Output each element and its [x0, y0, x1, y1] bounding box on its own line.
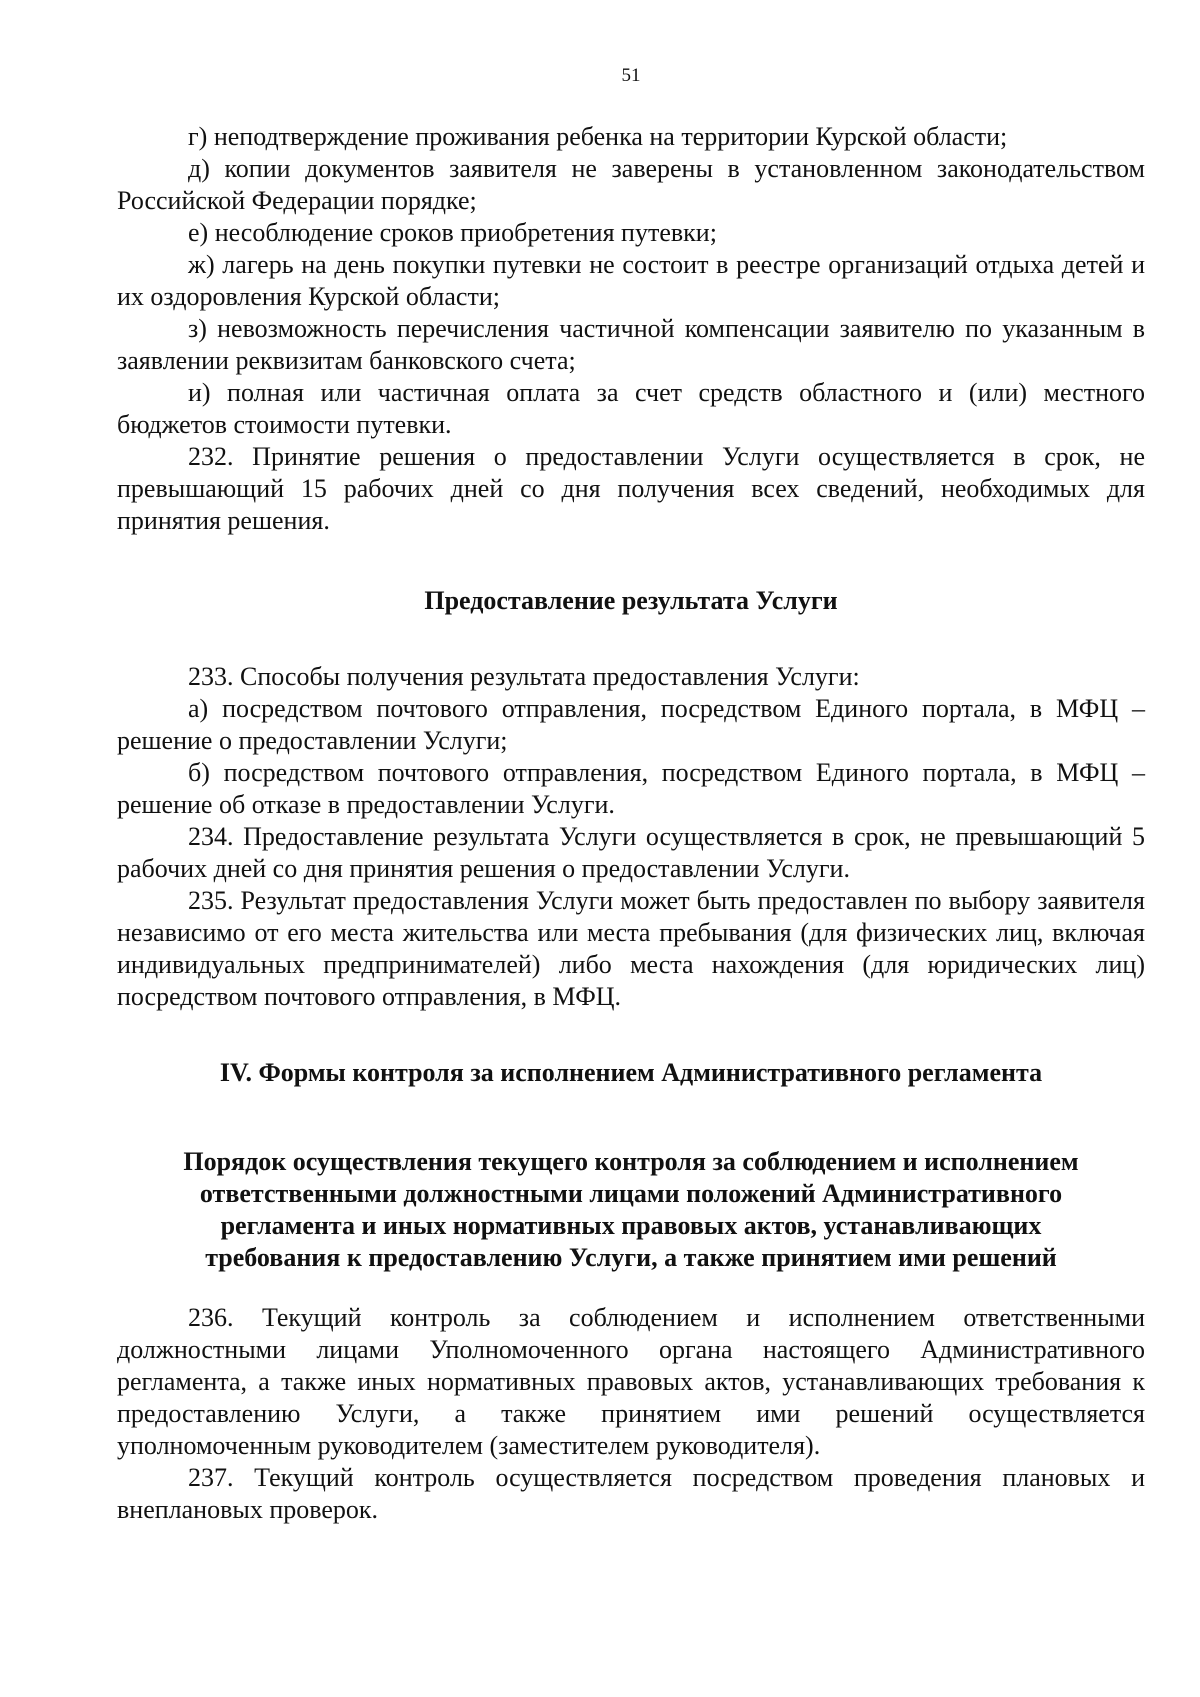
heading-section-iv: IV. Формы контроля за исполнением Административного регламента — [219, 1058, 1043, 1087]
clause-234: 234. Предоставление результата Услуги осуществляется в срок, не превышающий 5 рабочих дней со дня принятия решения о предоставлении Услуги. — [117, 822, 1145, 883]
list-item-i: и) полная или частичная оплата за счет средств областного и (или) местного бюджетов стоимости путевки. — [117, 378, 1145, 439]
list-item-g: г) неподтверждение проживания ребенка на территории Курской области; — [188, 122, 1008, 151]
list-item-d: д) копии документов заявителя не заверены в установленном законодательством Российской Федерации порядке; — [117, 154, 1145, 215]
heading-control-line: Порядок осуществления текущего контроля за соблюдением и исполнением — [183, 1147, 1079, 1176]
clause-235: 235. Результат предоставления Услуги может быть предоставлен по выбору заявителя независимо от его места жительства или места пребывания (для физических лиц, включая индивидуальных предпринимателей) либо места нахождения (для юридических лиц) посредством почтового отправления, в МФЦ. — [117, 886, 1145, 1011]
clause-237: 237. Текущий контроль осуществляется посредством проведения плановых и внеплановых проверок. — [117, 1463, 1145, 1524]
list-item-z: з) невозможность перечисления частичной компенсации заявителю по указанным в заявлении реквизитам банковского счета; — [117, 314, 1145, 375]
document-page — [117, 65, 1145, 1526]
heading-control-line: регламента и иных нормативных правовых актов, устанавливающих — [220, 1211, 1042, 1240]
list-item-e: е) несоблюдение сроков приобретения путевки; — [188, 218, 717, 247]
heading-control — [117, 1146, 1145, 1274]
list-item-b: б) посредством почтового отправления, посредством Единого портала, в МФЦ – решение об отказе в предоставлении Услуги. — [117, 758, 1145, 819]
heading-control-line: требования к предоставлению Услуги, а также принятием ими решений — [205, 1243, 1057, 1272]
list-item-zh: ж) лагерь на день покупки путевки не состоит в реестре организаций отдыха детей и их оздоровления Курской области; — [117, 250, 1145, 311]
page-number: 51 — [621, 65, 641, 86]
heading-control-line: ответственными должностными лицами положений Административного — [199, 1179, 1063, 1208]
clause-236: 236. Текущий контроль за соблюдением и исполнением ответственными должностными лицами Уполномоченного органа настоящего Административного регламента, а также иных нормативных правовых актов, устанавливающих требования к предоставлению Услуги, а также принятием ими решений осуществляется уполномоченным руководителем (заместителем руководителя). — [117, 1303, 1145, 1460]
clause-233: 233. Способы получения результата предоставления Услуги: — [188, 662, 860, 691]
clause-232: 232. Принятие решения о предоставлении Услуги осуществляется в срок, не превышающий 15 рабочих дней со дня получения всех сведений, необходимых для принятия решения. — [117, 442, 1145, 535]
heading-result: Предоставление результата Услуги — [424, 586, 838, 615]
list-item-a: а) посредством почтового отправления, посредством Единого портала, в МФЦ – решение о предоставлении Услуги; — [117, 694, 1145, 755]
